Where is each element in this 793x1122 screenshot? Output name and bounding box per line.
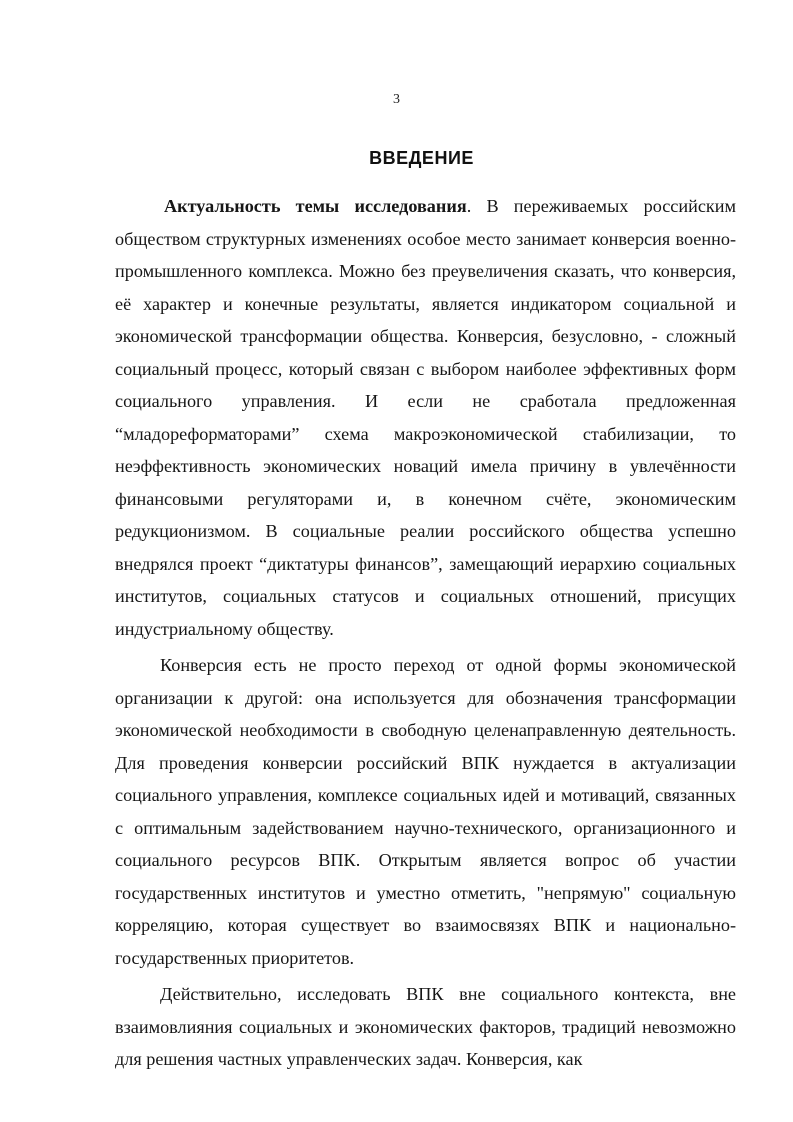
- paragraph-lead: Актуальность темы исследования: [164, 196, 467, 216]
- paragraph: Действительно, исследовать ВПК вне социального контекста, вне взаимовлияния социальных и экономических факторов, традиций невозможно для решения частных управленческих задач. Конверсия, как: [115, 984, 736, 1069]
- paragraph: Конверсия есть не просто переход от одной формы экономической организации к другой: она используется для обозначения трансформации экономической необходимости в свободную целенаправленную деятельность. Для проведения конверсии российский ВПК нуждается в актуализации социального управления, комплексе социальных идей и мотиваций, связанных с оптимальным задействованием научно-технического, организационного и социального ресурсов ВПК. Открытым является вопрос об участии государственных институтов и уместно отметить, "непрямую" социальную корреляцию, которая существует во взаимосвязях ВПК и национально-государственных приоритетов.: [115, 655, 736, 968]
- paragraph-text: . В переживаемых российским обществом структурных изменениях особое место занимает конверсия военно-промышленного комплекса. Можно без преувеличения сказать, что конверсия, её характер и конечные результаты, является индикатором социальной и экономической трансформации общества. Конверсия, безусловно, - сложный социальный процесс, который связан с выбором наиболее эффективных форм социального управления. И если не сработала предложенная “младореформаторами” схема макроэкономической стабилизации, то неэффективность экономических новаций имела причину в увлечённости финансовыми регуляторами и, в конечном счёте, экономическим редукционизмом. В социальные реалии российского общества успешно внедрялся проект “диктатуры финансов”, замещающий иерархию социальных институтов, социальных статусов и социальных отношений, присущих индустриальному обществу.: [115, 196, 737, 639]
- body-text: [115, 190, 736, 1076]
- paragraph: [115, 190, 736, 645]
- page-number: 3: [393, 92, 400, 107]
- section-heading: ВВЕДЕНИЕ: [369, 148, 474, 168]
